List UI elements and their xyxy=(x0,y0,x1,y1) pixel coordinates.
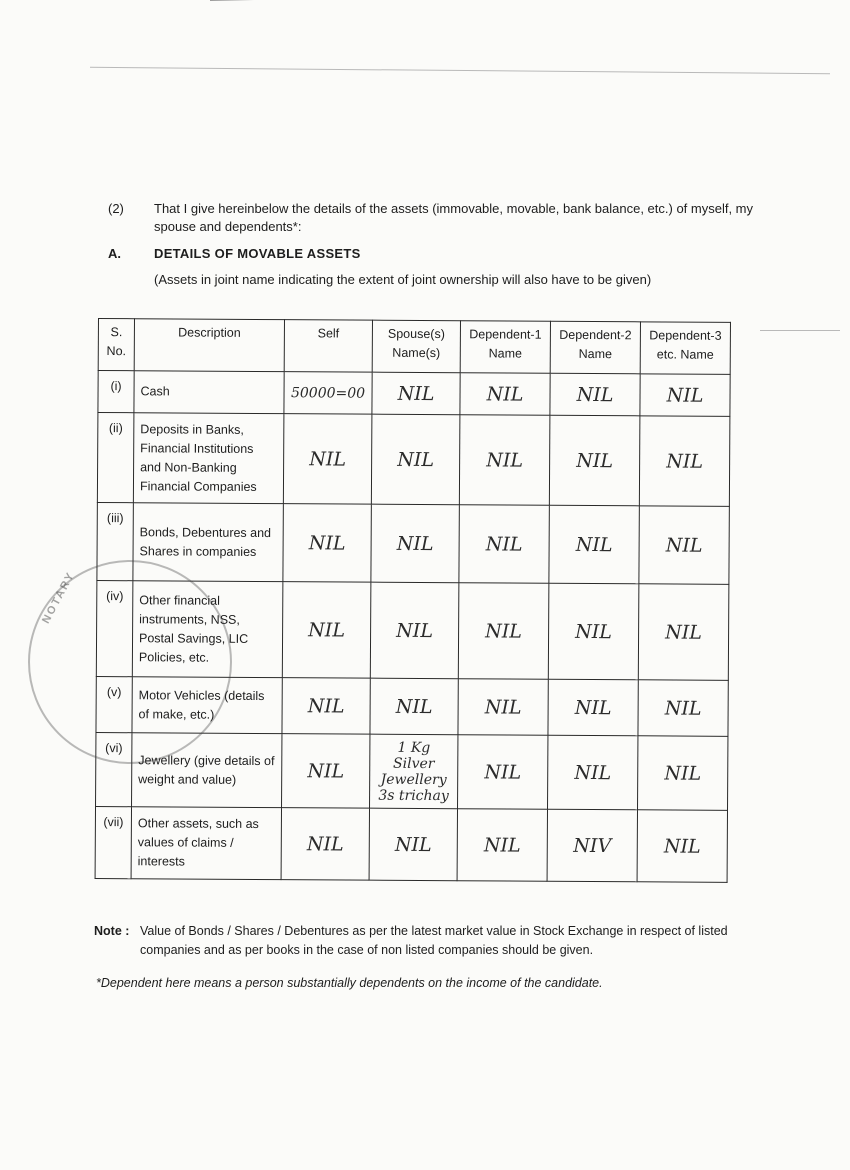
column-header: Description xyxy=(134,319,284,372)
handwritten-value: NIL xyxy=(550,373,640,416)
handwritten-value: NIL xyxy=(370,582,459,679)
handwritten-value: NIL xyxy=(283,504,371,583)
table-row xyxy=(96,732,728,810)
table-row xyxy=(98,371,730,417)
handwritten-value: NIL xyxy=(639,416,730,507)
handwritten-value: NIL xyxy=(282,582,371,679)
handwritten-value: NIL xyxy=(459,505,549,584)
handwritten-value: NIL xyxy=(372,372,460,415)
column-header: Self xyxy=(284,320,372,373)
row-number: (vi) xyxy=(96,732,132,806)
row-description: Jewellery (give details of weight and value) xyxy=(132,733,282,808)
handwritten-value: NIL xyxy=(548,583,639,680)
handwritten-value: NIV xyxy=(547,809,637,882)
handwritten-value: NIL xyxy=(282,734,370,809)
handwritten-value: NIL xyxy=(639,506,729,585)
row-number: (vii) xyxy=(95,806,131,878)
handwritten-value: NIL xyxy=(637,810,727,883)
table-header-row xyxy=(98,319,730,375)
handwritten-value: NIL xyxy=(548,735,638,810)
handwritten-value: NIL xyxy=(638,584,729,681)
column-header: Spouse(s) Name(s) xyxy=(372,320,460,373)
handwritten-value: NIL xyxy=(458,735,548,810)
handwritten-value: NIL xyxy=(638,736,728,811)
handwritten-value: NIL xyxy=(640,374,730,417)
handwritten-value: NIL xyxy=(283,414,372,505)
table-row xyxy=(95,806,727,882)
handwritten-value: 1 Kg Silver Jewellery 3s trichay xyxy=(370,734,458,809)
handwritten-value: NIL xyxy=(369,808,457,881)
handwritten-value: NIL xyxy=(281,808,369,881)
row-description: Cash xyxy=(134,371,284,414)
row-number: (ii) xyxy=(97,413,134,503)
scan-artifact-line xyxy=(760,330,840,331)
section-subtitle: (Assets in joint name indicating the extent of joint ownership will also have to be given) xyxy=(154,272,652,287)
handwritten-value: NIL xyxy=(371,414,460,505)
handwritten-value: NIL xyxy=(370,678,458,735)
column-header: Dependent-2 Name xyxy=(550,321,640,374)
movable-assets-table xyxy=(95,318,731,883)
intro-text: That I give hereinbelow the details of the assets (immovable, movable, bank balance, etc.) of myself, my spouse and dependents*: xyxy=(154,201,754,234)
scan-artifact-line xyxy=(90,67,830,74)
row-description: Deposits in Banks, Financial Institutions and Non-Banking Financial Companies xyxy=(133,413,284,504)
intro-number: (2) xyxy=(108,201,124,216)
table-row xyxy=(96,580,729,680)
handwritten-value: NIL xyxy=(549,415,640,506)
row-description: Motor Vehicles (details of make, etc.) xyxy=(132,677,282,734)
column-header: S. No. xyxy=(98,319,134,371)
handwritten-value: NIL xyxy=(371,504,459,583)
row-number: (iv) xyxy=(96,580,133,676)
handwritten-value: NIL xyxy=(459,415,550,506)
scan-artifact-line xyxy=(210,0,850,1)
handwritten-value: NIL xyxy=(549,505,639,584)
handwritten-value: NIL xyxy=(282,678,370,735)
row-number: (iii) xyxy=(97,502,133,580)
table-row xyxy=(97,502,729,584)
handwritten-value: NIL xyxy=(548,679,638,736)
notary-stamp-text: NOTARY xyxy=(40,569,78,626)
section-letter: A. xyxy=(108,246,121,261)
row-number: (v) xyxy=(96,676,132,732)
table-row xyxy=(97,413,730,507)
dependent-definition: *Dependent here means a person substantially dependents on the income of the candidate. xyxy=(96,976,603,990)
table-row xyxy=(96,676,728,736)
note-label: Note : xyxy=(94,924,130,938)
handwritten-value: NIL xyxy=(638,680,728,737)
handwritten-value: NIL xyxy=(460,373,550,416)
row-number: (i) xyxy=(98,371,134,413)
row-description: Other financial instruments, NSS, Postal Savings, LIC Policies, etc. xyxy=(132,581,283,678)
column-header: Dependent-1 Name xyxy=(460,321,550,374)
handwritten-value: NIL xyxy=(457,809,547,882)
handwritten-value: NIL xyxy=(458,583,549,680)
handwritten-value: NIL xyxy=(458,679,548,736)
section-title: DETAILS OF MOVABLE ASSETS xyxy=(154,246,361,261)
row-description: Bonds, Debentures and Shares in companies xyxy=(133,503,283,582)
note-text: Value of Bonds / Shares / Debentures as per the latest market value in Stock Exchange in respect of listed companies and as per books in the case of non listed companies should be given. xyxy=(140,924,728,957)
column-header: Dependent-3 etc. Name xyxy=(640,322,730,375)
handwritten-value: 50000=00 xyxy=(284,372,372,415)
row-description: Other assets, such as values of claims / interests xyxy=(131,807,281,880)
